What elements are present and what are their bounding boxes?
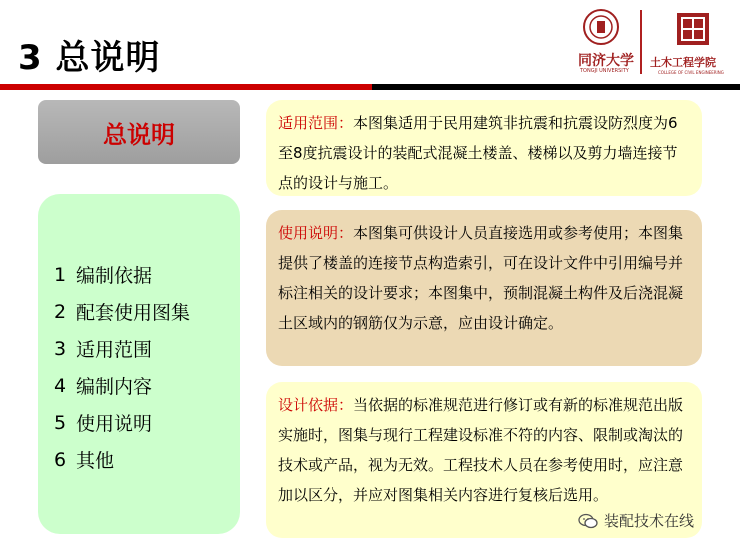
scope-text: 本图集适用于民用建筑非抗震和抗震设防烈度为6至8度抗震设计的装配式混凝土楼盖、楼梯以及剪力墙连接节点的设计与施工。 [278,114,678,192]
toc-item-5[interactable] [54,404,190,441]
usage-text: 本图集可供设计人员直接选用或参考使用；本图集提供了楼盖的连接节点构造索引，可在设计文件中引用编号并标注相关的设计要求；本图集中，预制混凝土构件及后浇混凝土区域内的钢筋仅为示意，应由设计确定。 [278,224,684,332]
civil-engineering-emblem-icon [676,12,710,46]
basis-text: 当依据的标准规范进行修订或有新的标准规范出版实施时，图集与现行工程建设标准不符的内容、限制或淘汰的技术或产品，视为无效。工程技术人员在参考使用时，应注意加以区分，并应对图集相关内容进行复核后选用。 [278,396,684,504]
scope-panel [266,100,702,196]
toc-item-1[interactable] [54,256,190,293]
header-logos [578,6,738,80]
watermark [578,510,694,531]
usage-label: 使用说明： [278,224,354,242]
tongji-logo-en: TONGJI UNIVERSITY [580,68,629,74]
toc-item-label: 其他 [76,450,115,472]
civil-logo-en: COLLEGE OF CIVIL ENGINEERING [658,70,724,75]
basis-label: 设计依据： [278,396,354,414]
tongji-seal-icon [582,8,620,46]
toc-item-3[interactable] [54,330,190,367]
toc-list [54,256,190,478]
toc-item-label: 适用范围 [76,339,153,361]
toc-item-number: 6 [54,448,67,471]
section-title-box [38,100,240,164]
toc-item-number: 3 [54,337,67,360]
wechat-icon [578,513,598,529]
toc-item-label: 使用说明 [76,413,153,435]
page-title: 3 总说明 [18,38,161,78]
toc-item-6[interactable] [54,441,190,478]
header-rule-accent [0,84,372,90]
usage-panel [266,210,702,366]
watermark-text: 装配技术在线 [604,512,695,530]
tongji-logo-text: 同济大学 [578,53,634,69]
toc-item-number: 2 [54,300,67,323]
toc-item-label: 编制内容 [76,376,153,398]
civil-logo-text: 土木工程学院 [650,56,716,69]
toc-item-number: 5 [54,411,67,434]
toc-item-number: 4 [54,374,67,397]
toc-item-4[interactable] [54,367,190,404]
toc-item-number: 1 [54,263,67,286]
logo-divider [640,10,642,74]
toc-panel [38,194,240,534]
toc-item-label: 配套使用图集 [76,302,191,324]
toc-item-label: 编制依据 [76,265,153,287]
toc-item-2[interactable] [54,293,190,330]
scope-label: 适用范围： [278,114,354,132]
section-title: 总说明 [103,120,175,149]
